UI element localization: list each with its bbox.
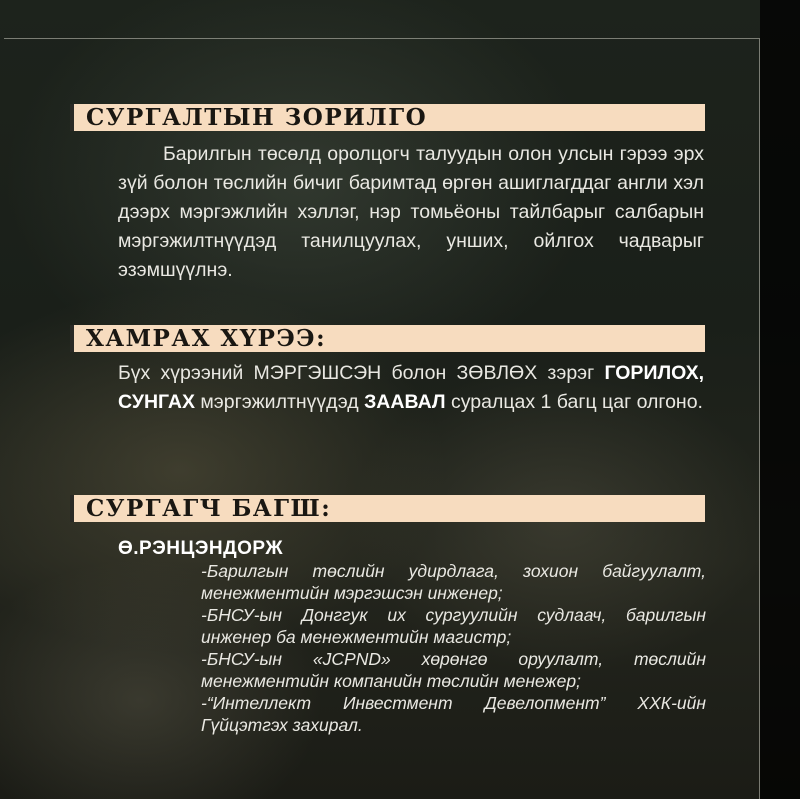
teacher-heading-bar (70, 495, 705, 522)
objective-body: Барилгын төсөлд оролцогч талуудын олон улсын гэрээ эрх зүй болон төслийн бичиг баримтад өргөн ашиглагддаг англи хэл дээрх мэргэжлийн хэллэг, нэр томьёоны тайлбарыг салбарын мэргэжилтнүүдэд танилцуулах, унших, ойлгох чадварыг эзэмшүүлнэ. (118, 143, 704, 281)
objective-heading: СУРГАЛТЫН ЗОРИЛГО (86, 104, 428, 131)
bio-item: -Барилгын төслийн удирдлага, зохион байгуулалт, менежментийн мэргэшсэн инженер; (201, 561, 706, 603)
scope-text-3: суралцах 1 багц цаг олгоно. (451, 391, 703, 413)
scope-heading-bar (70, 325, 705, 352)
scope-text-1: Бүх хүрээний МЭРГЭШСЭН болон ЗӨВЛӨХ зэрэг (118, 362, 595, 384)
bio-item: -БНСУ-ын Донггук их сургуулийн судлаач, барилгын инженер ба менежментийн магистр; (201, 605, 706, 647)
bio-item: -БНСУ-ын «JCPND» хөрөнгө оруулалт, төслийн менежментийн компанийн төслийн менежер; (201, 649, 706, 691)
teacher-bio-list (201, 560, 706, 736)
scope-heading: ХАМРАХ ХҮРЭЭ: (86, 325, 327, 352)
teacher-heading: СУРГАГЧ БАГШ: (86, 495, 332, 522)
scope-bold-1: ГОРИЛОХ, СУНГАХ (118, 362, 704, 413)
teacher-name: Ө.РЭНЦЭНДОРЖ (118, 538, 283, 559)
scope-text-2: мэргэжилтнүүдэд (200, 391, 359, 413)
bio-item: -“Интеллект Инвестмент Девелопмент” ХХК-ийн Гүйцэтгэх захирал. (201, 693, 706, 735)
scope-bold-2: ЗААВАЛ (364, 391, 446, 413)
scope-body (118, 359, 704, 417)
dark-side-band (760, 0, 800, 799)
objective-heading-bar (70, 104, 705, 131)
